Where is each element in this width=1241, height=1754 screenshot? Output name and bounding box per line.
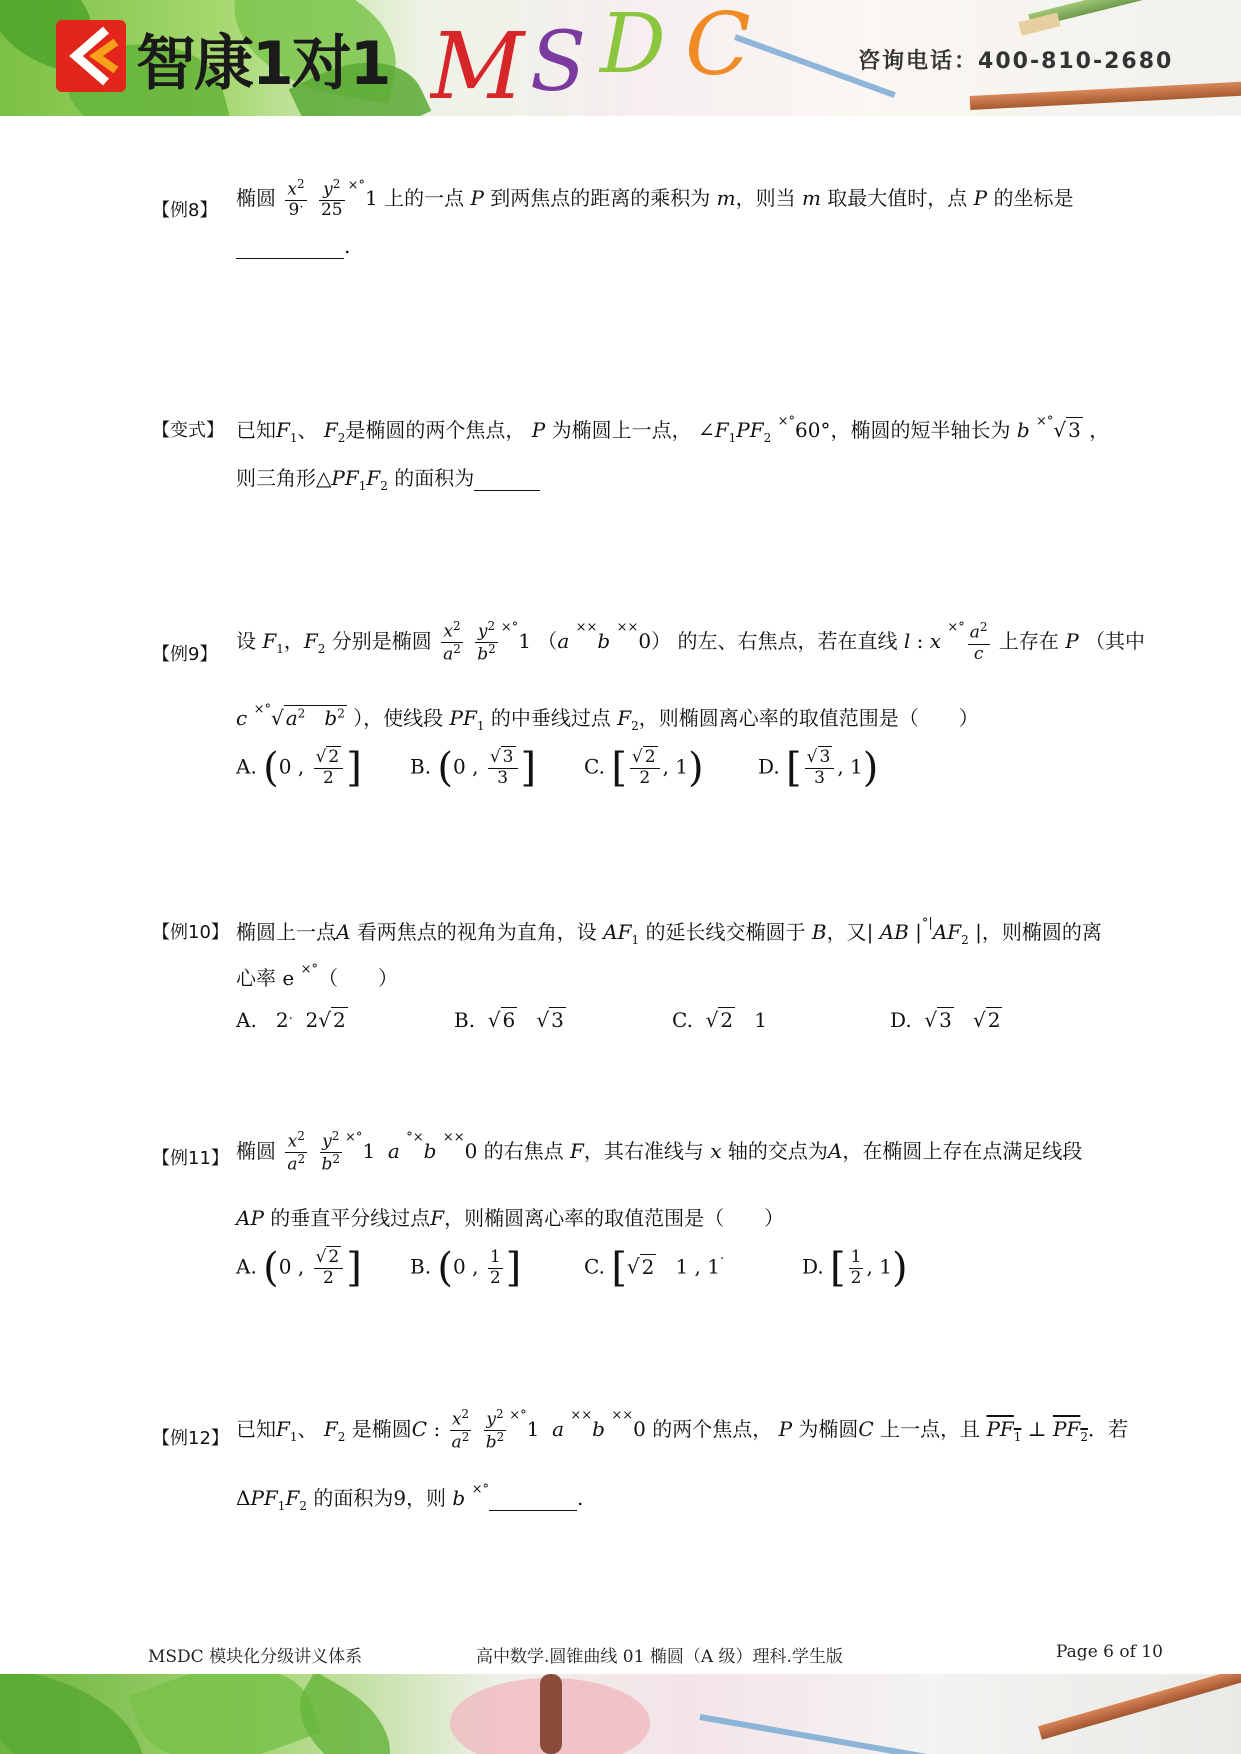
fraction: $\frac{a^2}{c}$ (969, 620, 988, 664)
text-segment: 的坐标是 (993, 185, 1074, 210)
fraction: $\frac{x^2}{a^2}$ (443, 619, 461, 665)
fraction: $\frac{√ 3}{3}$ (805, 748, 835, 788)
svg-text:D: D (600, 0, 666, 92)
text-segment: ），使线段 (353, 706, 444, 730)
option-label: B. (410, 754, 432, 779)
fraction: $\frac{x^2}{a^2}$ (287, 1129, 306, 1175)
option-label: A. (236, 754, 257, 779)
problem-tag: 【例8】 (152, 200, 218, 221)
text-segment: 已知 (236, 1417, 276, 1442)
problem-tag: 【例11】 (152, 1148, 229, 1169)
text-segment: 轴的交点为 (727, 1139, 828, 1164)
pencil-decoration (699, 1714, 956, 1754)
text-segment: 的中垂线过点 (490, 706, 611, 730)
text-segment: 看两焦点的视角为直角，设 (356, 920, 597, 944)
option-c[interactable]: C. [ $\frac{√ 2}{2}$ , 1) (584, 745, 704, 792)
fraction: $\frac{1}{2}$ (850, 1247, 862, 1288)
fraction: $\frac{1}{2}$ (489, 1247, 501, 1288)
option-label: B. (410, 1254, 432, 1279)
text-segment: 是椭圆 (351, 1417, 412, 1442)
text-segment: 是椭圆的两个焦点， (345, 418, 526, 442)
svg-text:C: C (685, 0, 751, 95)
option-d[interactable]: D. [ $\frac{√ 3}{3}$ , 1) (758, 745, 879, 792)
text-segment: 的两个焦点， (652, 1417, 773, 1442)
problem-text-line2: $\Delta PF_1F_2$ 的面积为9，则 b ×° . (236, 1482, 584, 1513)
text-segment: 已知 (236, 418, 276, 442)
text-segment: 上一点，且 (880, 1417, 981, 1442)
text-segment: ，则椭圆的离 (981, 920, 1102, 944)
text-segment: ，在椭圆上存在点满足线段 (842, 1139, 1083, 1164)
text-segment: 的右焦点 (483, 1139, 564, 1164)
text-segment: 椭圆 (236, 185, 276, 210)
text-segment: 分别是椭圆 (331, 629, 432, 654)
option-b[interactable]: B. (0 , $\frac{√ 3}{3}$ ] (410, 745, 537, 792)
fraction: $\frac{√ 2}{2}$ (314, 748, 344, 788)
problem-text-line2: AP 的垂直平分线过点F，则椭圆离心率的取值范围是（ ） (236, 1206, 785, 1230)
fraction: $\frac{y^2}{25}$ (320, 177, 343, 221)
page-number: Page 6 of 10 (1056, 1642, 1163, 1662)
footer-center: 高中数学.圆锥曲线 01 椭圆（A 级）理科.学生版 (476, 1647, 843, 1667)
text-segment: 的垂直平分线过点 (270, 1206, 431, 1230)
problem-text-line2: 则三角形$\triangle PF_1F_2$ 的面积为 (236, 462, 540, 493)
problem-text: 已知$F_1$、 $F_2$ 是椭圆C : $\frac{x^2}{a^2}$ $\frac{y^2}{b^2}$ ×°1 a ××b ××0 的两个焦点， P 为椭圆C 上一点，且 $PF_1$ ⊥ $PF_2$．若 (236, 1407, 1128, 1453)
hotline-number: 400-810-2680 (978, 49, 1174, 74)
pencil-decoration (970, 81, 1241, 110)
footer-banner (0, 1674, 1241, 1754)
svg-text:S: S (530, 15, 587, 110)
logo-icon (56, 20, 126, 92)
text-segment: 为椭圆上一点， (551, 418, 692, 442)
problem-text: 已知$F_1$、 $F_2$是椭圆的两个焦点， P 为椭圆上一点， $\angle F_1PF_2$ ×°60°，椭圆的短半轴长为 b ×°√ 3 ， (236, 414, 1110, 445)
header-banner (0, 0, 1241, 116)
text-segment: 椭圆上一点 (236, 920, 336, 944)
text-segment: 的延长线交椭圆于 (645, 920, 806, 944)
text-segment: 的面积为 (313, 1486, 394, 1510)
fraction: $\frac{x^2}{a^2}$ (451, 1407, 470, 1453)
problem-tag: 【例10】 (152, 922, 229, 943)
fraction: $\frac{√ 2}{2}$ (630, 748, 660, 788)
fraction: $\frac{√ 2}{2}$ (314, 1248, 344, 1288)
fraction: $\frac{y^2}{b^2}$ (321, 1129, 341, 1175)
text-segment: （其中 (1085, 629, 1146, 654)
option-a[interactable]: A. (0 , $\frac{√ 2}{2}$ ] (236, 1245, 362, 1292)
text-segment: 取最大值时，点 (827, 185, 968, 210)
pencil-tip-decoration (1018, 13, 1060, 36)
problem-tag: 【例12】 (152, 1428, 229, 1449)
text-segment: 到两焦点的距离的乘积为 (490, 185, 711, 210)
problem-text: 椭圆 $\frac{x^2}{a^2}$ $\frac{y^2}{b^2}$ ×°1 a °×b ××0 的右焦点 F，其右准线与 x 轴的交点为A，在椭圆上存在点满足线段 (236, 1129, 1083, 1175)
text-segment: 则三角形 (236, 466, 316, 490)
text-segment: ．若 (1087, 1417, 1128, 1442)
option-d[interactable]: D. √ 3 √ 2 (890, 1008, 1001, 1032)
text-segment: ，则椭圆离心率的取值范围是（ ） (638, 706, 979, 730)
logo-text: 智康1对1 (136, 29, 390, 99)
text-segment: （ ） (317, 966, 398, 990)
text-segment: 、 (297, 418, 318, 442)
fraction: $\frac{y^2}{b^2}$ (477, 619, 496, 665)
text-segment: ，则当 (735, 185, 796, 210)
text-segment: 、 (297, 1417, 318, 1442)
problem-tag: 【变式】 (152, 420, 224, 441)
text-segment: 椭圆 (236, 1139, 276, 1164)
text-segment: ，其右准线与 (583, 1139, 704, 1164)
option-label: D. (890, 1008, 912, 1032)
footer-left: MSDC 模块化分级讲义体系 (148, 1647, 363, 1667)
text-segment: 的面积为 (394, 466, 475, 490)
footer (0, 1642, 1241, 1666)
problem-text-line2: 心率 e ×°（ ） (236, 962, 398, 990)
problem-tag: 【例9】 (152, 644, 218, 665)
option-label: C. (584, 754, 605, 779)
text-segment: 的左、右焦点，若在直线 (677, 629, 898, 654)
option-d[interactable]: D. [ $\frac{1}{2}$ , 1) (802, 1245, 908, 1292)
option-a[interactable]: A. 2. 2√ 2 (236, 1008, 346, 1032)
option-label: B. (454, 1008, 476, 1032)
text-segment: ，则椭圆离心率的取值范围是（ ） (444, 1206, 785, 1230)
option-b[interactable]: B. √ 6 √ 3 (454, 1008, 564, 1032)
text-segment: 上存在 (998, 629, 1059, 654)
option-label: D. (758, 754, 780, 779)
option-c[interactable]: C. √ 2 1 (672, 1008, 767, 1032)
option-c[interactable]: C. [√ 2 1 , 1. (584, 1245, 725, 1291)
butterfly-body-decoration (540, 1674, 562, 1754)
option-label: A. (236, 1008, 257, 1032)
text-segment: ，又 (826, 920, 867, 944)
hotline (858, 44, 1173, 75)
fraction: $\frac{√ 3}{3}$ (488, 748, 518, 788)
text-segment: ，椭圆的短半轴长为 (830, 418, 1011, 442)
problem-text-line2: c ×°√ $a^2$ $b^2$ ），使线段 $PF_1$ 的中垂线过点 $F_2$，则椭圆离心率的取值范围是（ ） (236, 702, 979, 733)
svg-text:M: M (430, 13, 525, 116)
problem-text: 设 $F_1$，$F_2$ 分别是椭圆 $\frac{x^2}{a^2}$ $\frac{y^2}{b^2}$ ×°1 （a ××b ××0） 的左、右焦点，若在直线 l : x ×° $\frac{a^2}{c}$ 上存在 P （其中 (236, 619, 1146, 665)
option-label: D. (802, 1254, 824, 1279)
leaf-decoration (128, 1674, 322, 1754)
fraction: $\frac{x^2}{9^\cdot}$ (287, 177, 305, 221)
pencil-decoration (1028, 0, 1241, 28)
text-segment: ，则 (406, 1486, 447, 1510)
answer-blank: . (236, 234, 350, 259)
option-label: A. (236, 1254, 257, 1279)
pencil-decoration (1038, 1674, 1241, 1740)
text-segment: 心率 (236, 966, 276, 990)
problem-text: 椭圆 $\frac{x^2}{9^\cdot}$ $\frac{y^2}{25}$ ×°1 上的一点 P 到两焦点的距离的乘积为 m，则当 m 取最大值时，点 P 的坐标是 (236, 177, 1074, 221)
text-segment: 设 (236, 629, 256, 654)
fraction: $\frac{y^2}{b^2}$ (485, 1407, 505, 1453)
option-label: C. (672, 1008, 693, 1032)
hotline-label: 咨询电话： (858, 49, 979, 74)
option-a[interactable]: A. (0 , $\frac{√ 2}{2}$ ] (236, 745, 362, 792)
option-label: C. (584, 1254, 605, 1279)
problem-text: 椭圆上一点A 看两焦点的视角为直角，设 $AF_1$ 的延长线交椭圆于 B，又| AB $|^{^\circ|}AF_2$ |，则椭圆的离 (236, 916, 1102, 947)
text-segment: 上的一点 (384, 185, 465, 210)
text-segment: 为椭圆 (798, 1417, 859, 1442)
option-b[interactable]: B. (0 , $\frac{1}{2}$ ] (410, 1245, 522, 1292)
